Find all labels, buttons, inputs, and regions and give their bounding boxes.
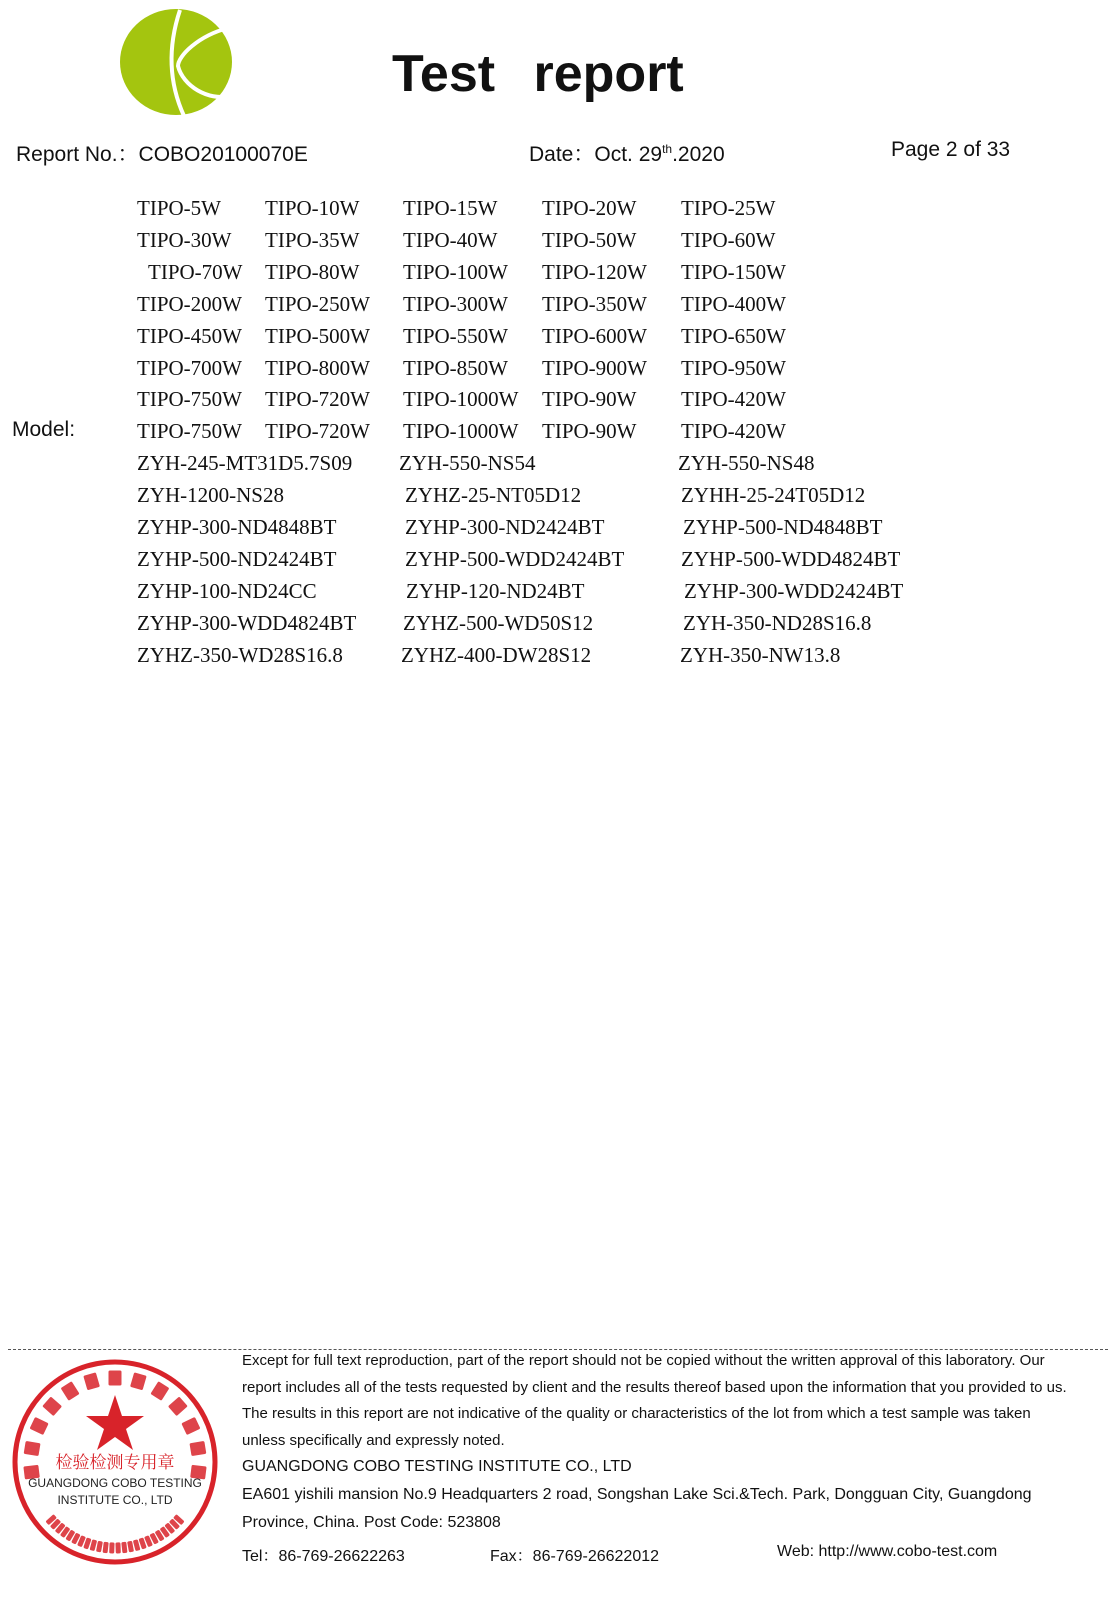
model-name: TIPO-450W	[137, 323, 242, 348]
model-name: TIPO-1000W	[403, 419, 519, 444]
model-name: TIPO-600W	[542, 323, 647, 348]
model-name: ZYHP-300-WDD2424BT	[684, 578, 904, 603]
model-name: ZYHP-300-ND4848BT	[137, 515, 337, 539]
stamp-lettering-mark	[109, 1371, 122, 1386]
model-name: ZYHP-500-ND2424BT	[137, 546, 337, 571]
model-name: ZYHP-500-WDD4824BT	[681, 546, 901, 571]
model-name: TIPO-850W	[403, 355, 508, 380]
stamp-english-line: INSTITUTE CO., LTD	[57, 1493, 173, 1507]
stamp-lettering-mark	[109, 1542, 114, 1553]
model-name: TIPO-70W	[148, 259, 243, 284]
model-name: TIPO-420W	[681, 419, 786, 444]
model-name: TIPO-90W	[542, 387, 637, 412]
model-name: ZYHP-500-WDD2424BT	[405, 546, 625, 571]
stamp-lettering-mark	[103, 1542, 109, 1553]
model-name: TIPO-25W	[681, 196, 776, 220]
model-name: TIPO-15W	[403, 196, 498, 220]
model-name: ZYHZ-400-DW28S12	[401, 642, 592, 667]
stamp-lettering-mark	[30, 1417, 49, 1435]
model-name: ZYH-550-NS48	[678, 451, 815, 476]
stamp-lettering-mark	[121, 1542, 127, 1553]
stamp-lettering-mark	[127, 1541, 134, 1553]
model-name: TIPO-50W	[542, 227, 637, 252]
model-name: TIPO-400W	[681, 291, 786, 316]
model-name: TIPO-120W	[542, 259, 647, 284]
model-name: TIPO-900W	[542, 355, 647, 380]
model-name: TIPO-150W	[681, 259, 786, 284]
footer-divider	[8, 1349, 1108, 1350]
address-line: EA601 yishili mansion No.9 Headquarters 2 road, Songshan Lake Sci.&Tech. Park, Dongguan City, Guangdong	[242, 1486, 1032, 1503]
model-name: TIPO-550W	[403, 323, 508, 348]
stamp-lettering-mark	[115, 1542, 120, 1553]
stamp-lettering-mark	[150, 1381, 169, 1401]
model-label: Model:	[12, 418, 76, 441]
model-name: TIPO-250W	[265, 291, 370, 316]
model-name: TIPO-80W	[265, 259, 360, 284]
stamp-lettering-mark	[130, 1372, 147, 1390]
model-name: ZYH-1200-NS28	[137, 483, 284, 508]
model-name: TIPO-10W	[265, 196, 360, 220]
model-name: TIPO-500W	[265, 323, 370, 348]
model-name: TIPO-5W	[137, 196, 221, 220]
model-name: ZYHH-25-24T05D12	[681, 483, 866, 508]
model-name: TIPO-300W	[403, 291, 508, 316]
stamp-lettering-mark	[61, 1381, 80, 1401]
model-name: TIPO-950W	[681, 355, 786, 380]
model-name: ZYHP-120-ND24BT	[406, 578, 585, 603]
model-name: ZYH-350-ND28S16.8	[683, 610, 872, 635]
model-name: TIPO-20W	[542, 196, 637, 220]
model-name: TIPO-90W	[542, 419, 637, 444]
model-name: TIPO-720W	[265, 387, 370, 412]
stamp-lettering-mark	[168, 1396, 188, 1416]
report-date: Date：Oct. 29th.2020	[529, 142, 725, 166]
model-name: TIPO-420W	[681, 387, 786, 412]
disclaimer-line: report includes all of the tests requested by client and the results thereof based upon the information that you provided to us.	[242, 1379, 1067, 1396]
disclaimer-line: The results in this report are not indicative of the quality or characteristics of the lot from which a test sample was taken	[242, 1405, 1031, 1422]
model-name: ZYH-550-NS54	[399, 451, 536, 476]
page-number: Page 2 of 33	[891, 138, 1011, 161]
model-name: TIPO-350W	[542, 291, 647, 316]
stamp-lettering-mark	[96, 1541, 103, 1553]
stamp-star-icon	[86, 1395, 144, 1450]
stamp-lettering-mark	[181, 1417, 200, 1435]
model-name: TIPO-35W	[265, 227, 360, 252]
model-name: ZYHP-300-ND2424BT	[405, 515, 605, 539]
model-name: ZYH-350-NW13.8	[680, 642, 841, 667]
model-name: TIPO-200W	[137, 291, 242, 316]
model-name: TIPO-60W	[681, 227, 776, 252]
model-name: TIPO-100W	[403, 259, 508, 284]
model-name: TIPO-1000W	[403, 387, 519, 412]
address-line: Province, China. Post Code: 523808	[242, 1514, 501, 1531]
model-name: TIPO-650W	[681, 323, 786, 348]
telephone: Tel：86-769-26622263	[242, 1548, 405, 1565]
model-name: TIPO-40W	[403, 227, 498, 252]
cobo-logo	[118, 6, 236, 118]
stamp-lettering-mark	[42, 1396, 62, 1416]
model-name: ZYHP-500-ND4848BT	[683, 515, 883, 539]
model-name: ZYHZ-25-NT05D12	[405, 483, 582, 508]
model-name: ZYHZ-350-WD28S16.8	[137, 642, 343, 667]
model-name: ZYHP-100-ND24CC	[137, 578, 317, 603]
stamp-english-line: GUANGDONG COBO TESTING	[28, 1476, 202, 1490]
stamp-lettering-mark	[83, 1372, 100, 1390]
model-name: ZYHZ-500-WD50S12	[403, 610, 594, 635]
model-name: TIPO-700W	[137, 355, 242, 380]
model-name: TIPO-750W	[137, 419, 242, 444]
report-number: Report No.：COBO20100070E	[16, 143, 308, 166]
model-name: TIPO-750W	[137, 387, 242, 412]
model-name: TIPO-30W	[137, 227, 232, 252]
website-link[interactable]: Web: http://www.cobo-test.com	[777, 1543, 998, 1560]
model-name: TIPO-720W	[265, 419, 370, 444]
fax: Fax：86-769-26622012	[490, 1548, 660, 1565]
disclaimer-line: unless specifically and expressly noted.	[242, 1432, 505, 1449]
model-name: ZYH-245-MT31D5.7S09	[137, 451, 353, 476]
model-name: TIPO-800W	[265, 355, 370, 380]
company-stamp	[10, 1357, 220, 1567]
disclaimer-line: Except for full text reproduction, part of the report should not be copied without the written approval of this laboratory. Our	[242, 1352, 1045, 1369]
model-name: ZYHP-300-WDD4824BT	[137, 610, 357, 635]
company-name: GUANGDONG COBO TESTING INSTITUTE CO., LTD	[242, 1458, 632, 1475]
stamp-center-text: 检验检测专用章	[55, 1453, 175, 1472]
page-title: Test report	[392, 45, 684, 103]
